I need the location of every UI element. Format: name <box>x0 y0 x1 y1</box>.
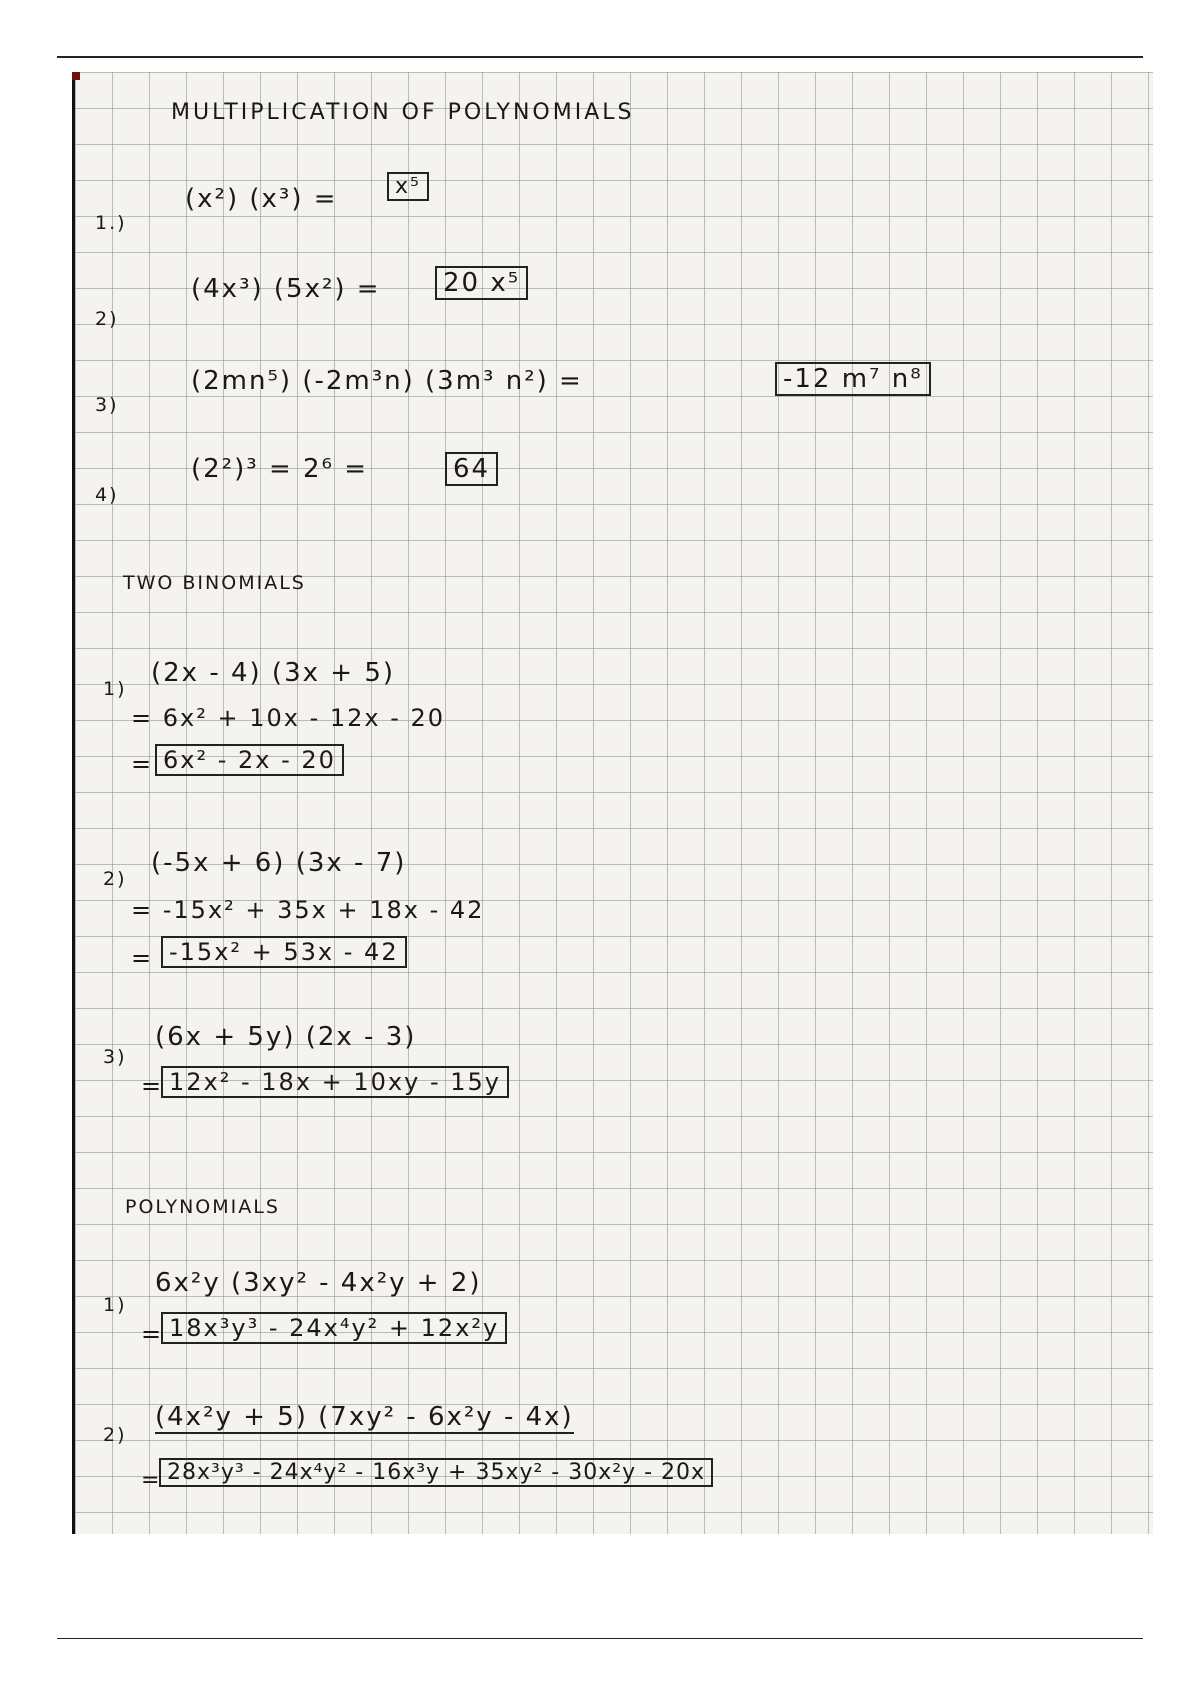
item-number: 2) <box>103 1424 127 1446</box>
item-number: 1.) <box>95 212 127 234</box>
item-number: 1) <box>103 678 127 700</box>
section-heading: POLYNOMIALS <box>125 1196 280 1218</box>
boxed-answer: 28x³y³ - 24x⁴y² - 16x³y + 35xy² - 30x²y - 20x <box>159 1458 713 1487</box>
boxed-answer: 18x³y³ - 24x⁴y² + 12x²y <box>161 1312 507 1344</box>
problem-expression: (-5x + 6) (3x - 7) <box>151 848 407 878</box>
problem-expression: (2²)³ = 2⁶ = <box>191 454 369 484</box>
work-step: = 6x² + 10x - 12x - 20 <box>131 704 446 732</box>
problem-expression: (6x + 5y) (2x - 3) <box>155 1022 417 1052</box>
equals-sign: = <box>141 1320 164 1348</box>
problem-expression: (4x²y + 5) (7xy² - 6x²y - 4x) <box>155 1402 574 1432</box>
problem-expression: 6x²y (3xy² - 4x²y + 2) <box>155 1268 482 1298</box>
problem-expression: (4x³) (5x²) = <box>191 274 381 304</box>
item-number: 4) <box>95 484 119 506</box>
item-number: 3) <box>103 1046 127 1068</box>
item-number: 3) <box>95 394 119 416</box>
item-number: 2) <box>95 308 119 330</box>
boxed-answer: 64 <box>445 452 498 486</box>
top-rule <box>57 56 1143 58</box>
boxed-answer: 12x² - 18x + 10xy - 15y <box>161 1066 509 1098</box>
problem-expression: (x²) (x³) = <box>185 184 338 214</box>
boxed-answer: x⁵ <box>387 172 429 201</box>
boxed-answer: -12 m⁷ n⁸ <box>775 362 931 396</box>
item-number: 1) <box>103 1294 127 1316</box>
problem-expression: (2mn⁵) (-2m³n) (3m³ n²) = <box>191 366 583 396</box>
equals-sign: = <box>131 944 154 972</box>
item-number: 2) <box>103 868 127 890</box>
boxed-answer: -15x² + 53x - 42 <box>161 936 407 968</box>
section-heading: TWO BINOMIALS <box>123 572 306 594</box>
page-corner-mark <box>72 72 80 80</box>
boxed-answer: 6x² - 2x - 20 <box>155 744 344 776</box>
work-step: = -15x² + 35x + 18x - 42 <box>131 896 485 924</box>
equals-sign: = <box>141 1072 164 1100</box>
problem-expression: (2x - 4) (3x + 5) <box>151 658 396 688</box>
page-title: MULTIPLICATION OF POLYNOMIALS <box>171 100 635 125</box>
equals-sign: = <box>131 750 154 778</box>
graph-paper-page <box>72 72 1153 1534</box>
boxed-answer: 20 x⁵ <box>435 266 528 300</box>
equals-sign: = <box>141 1468 162 1493</box>
bottom-rule <box>57 1638 1143 1639</box>
